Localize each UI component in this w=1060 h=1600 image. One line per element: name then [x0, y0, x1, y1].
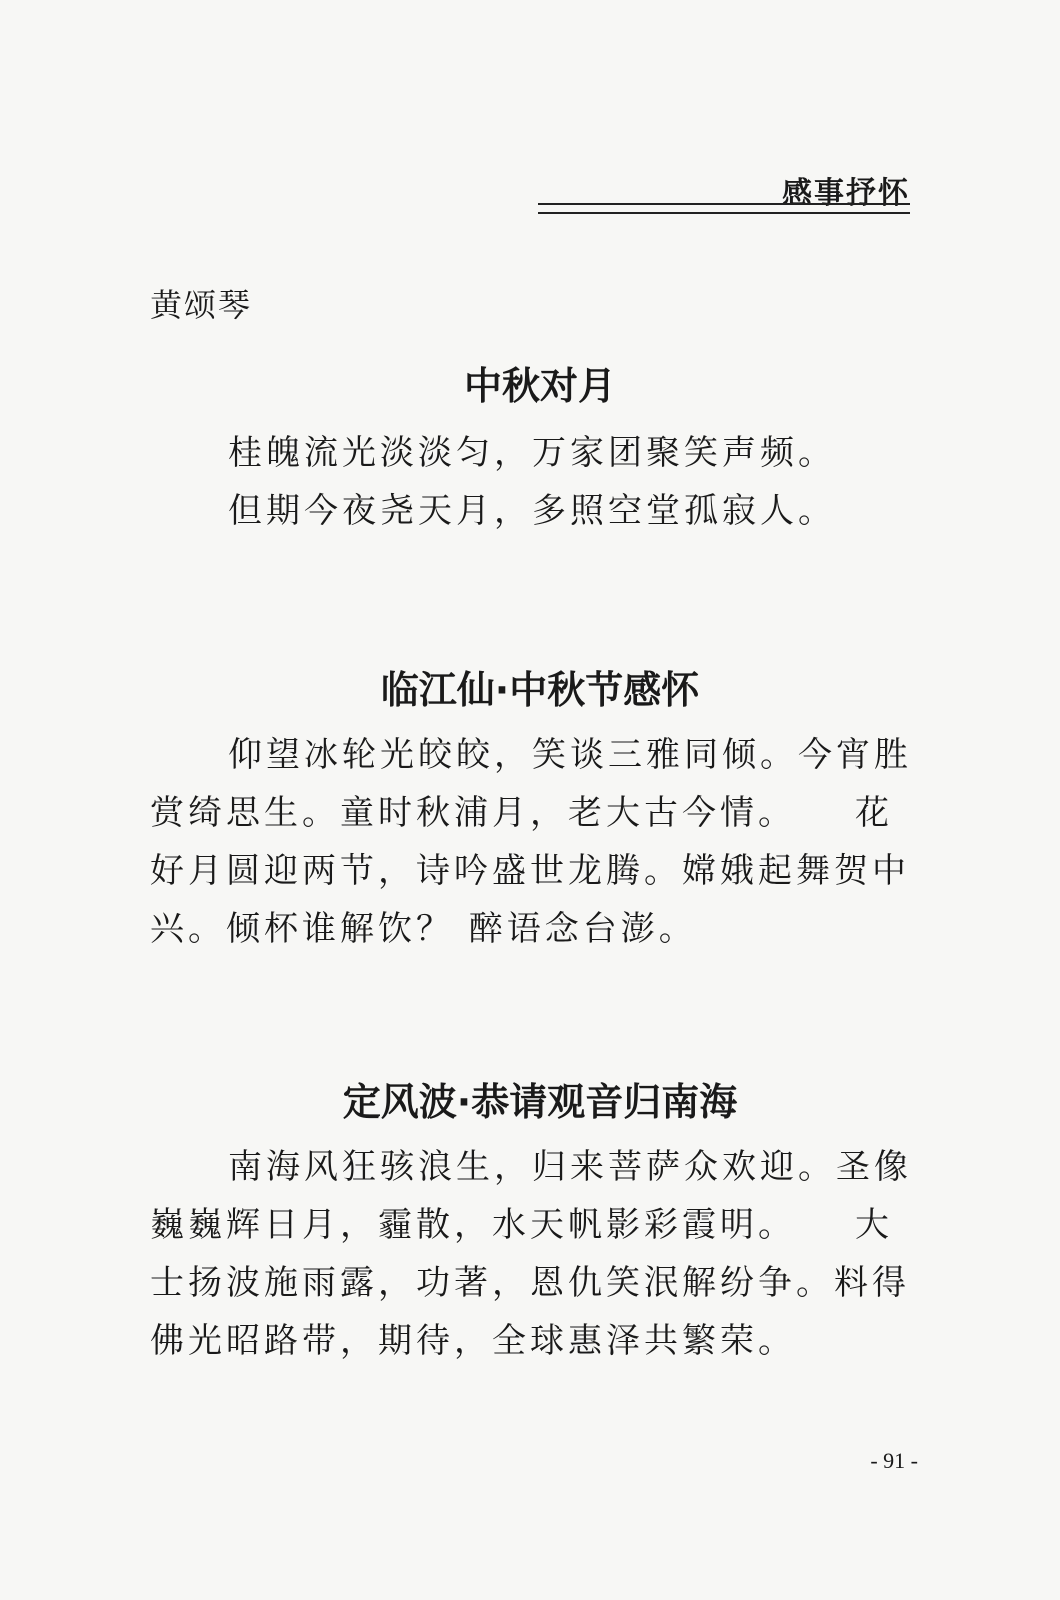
poem-line: 但期今夜尧天月，多照空堂孤寂人。 — [228, 491, 836, 531]
poem-body — [150, 726, 930, 958]
poem-text: 仰望冰轮光皎皎，笑谈三雅同倾。今宵胜赏绮思生。童时秋浦月，老大古今情。 花好月圆迎两节，诗吟盛世龙腾。嫦娥起舞贺中兴。倾杯谁解饮？ 醉语念台澎。 — [150, 735, 912, 949]
header-rule — [538, 203, 910, 214]
poem-text: 南海风狂骇浪生，归来菩萨众欢迎。圣像巍巍辉日月，霾散，水天帆影彩霞明。 大士扬波施雨露，功著，恩仇笑泯解纷争。料得佛光昭路带，期待，全球惠泽共繁荣。 — [150, 1147, 912, 1361]
poem-title: 定风波·恭请观音归南海 — [342, 1080, 738, 1124]
poem-body — [150, 424, 930, 540]
running-head: 感事抒怀 — [782, 176, 910, 211]
poem-linjiangxian — [150, 666, 930, 958]
poem-title: 中秋对月 — [463, 364, 616, 408]
author-name: 黄颂琴 — [150, 286, 253, 324]
poem-line: 桂魄流光淡淡匀，万家团聚笑声频。 — [228, 433, 836, 473]
poem-zhongqiu-duiyue — [150, 362, 930, 540]
poem-dingfengbo — [150, 1078, 930, 1370]
poem-body — [150, 1138, 930, 1370]
poem-title: 临江仙·中秋节感怀 — [380, 668, 700, 712]
page-number: - 91 - — [870, 1448, 918, 1473]
